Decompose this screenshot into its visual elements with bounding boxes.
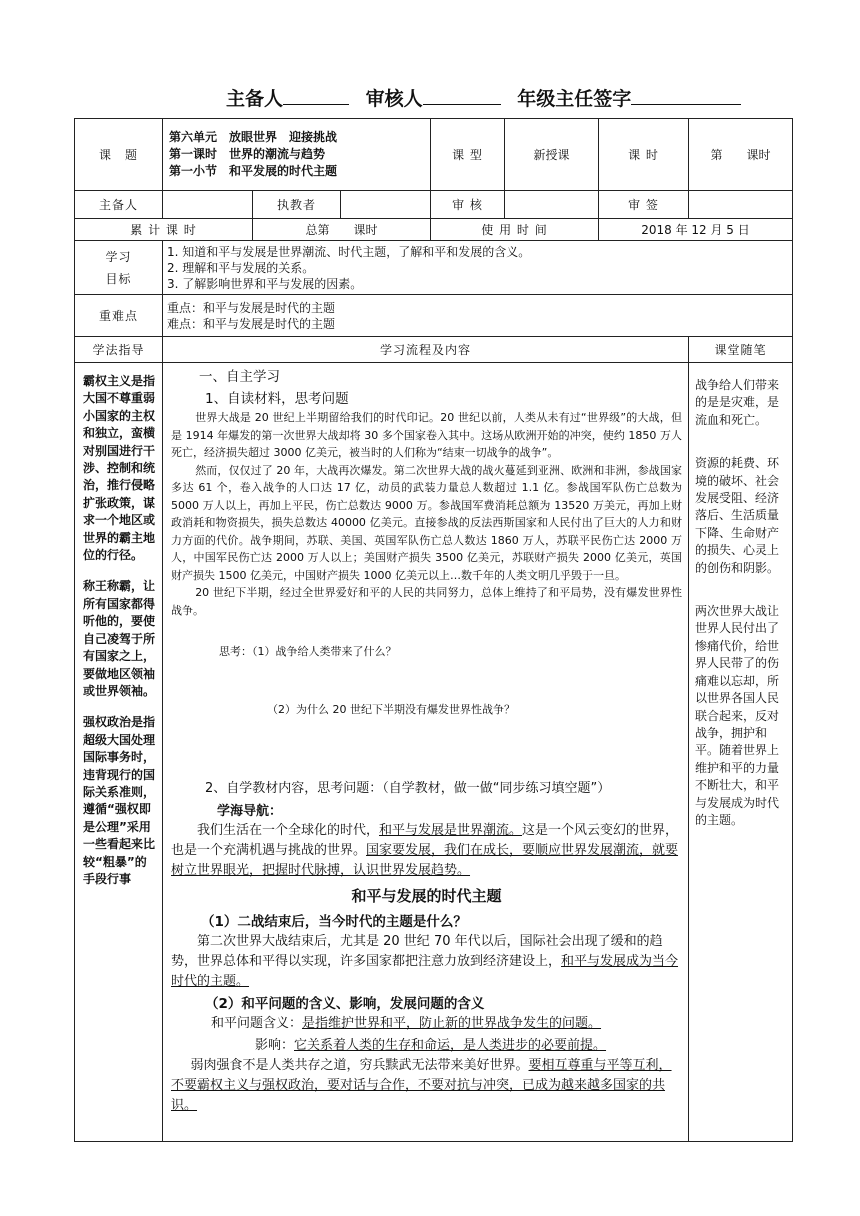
guide-text-c: 这是一个风云变幻的世界，也是一个充满机遇与挑战的世界。 [171, 823, 679, 858]
guide-column-header: 学法指导 [75, 337, 163, 363]
preparer-cell[interactable] [163, 191, 253, 219]
reviewer-blank[interactable] [423, 86, 501, 105]
reading-paragraph-2: 然而，仅仅过了 20 年，大战再次爆发。第二次世界大战的战火蔓延到亚洲、欧洲和非洲，参战国家多达 61 个，卷入战争的人口达 17 亿，动员的武装力量总人数超过 1.1 亿。参战国军队伤亡总数为 5000 万人以上，再加上平民，伤亡总数达 9000 万。参战国军费消耗总额为 13520 万美元，再加上财政消耗和物资损失，损失总数达 40000 亿美元。直接参战的反法西斯国家和人民付出了巨大的人力和财力方面的代价。战争期间，苏联、美国、英国军队伤亡总人数达 1860 万人，苏联平民伤亡达 2000 万人，中国军民伤亡达 2000 万人以上；美国财产损失 3500 亿美元，苏联财产损失 2000 亿美元，英国财产损失 1500 亿美元，中国财产损失 1000 亿美元以上…数千年的人类文明几乎毁于一旦。 [171, 463, 682, 582]
consensus-paragraph [171, 1056, 682, 1116]
cumulative-label: 累 计 课 时 [75, 219, 253, 241]
question-2: （2）为什么 20 世纪下半期没有爆发世界性战争？ [267, 703, 515, 716]
key-point: 重点：和平与发展是时代的主题 [167, 300, 336, 315]
note-theme: 两次世界大战让世界人民付出了惨痛代价，给世界人民带了的伤痛难以忘却，所以世界各国人民联合起来，反对战争，拥护和平。随着世界上维护和平的力量不断壮大，和平与发展成为时代的主题。 [695, 604, 780, 827]
preparer-blank[interactable] [283, 86, 349, 105]
guide-text-b: 和平与发展是世界潮流。 [379, 823, 523, 838]
review-label: 审 核 [431, 191, 505, 219]
dominance-note: 称王称霸，让所有国家都得听他的，要使自己凌驾于所有国家之上，要做地区领袖或世界领袖。 [83, 579, 156, 698]
preparer-cell-label: 主备人 [75, 191, 163, 219]
type-value: 新授课 [505, 119, 599, 191]
theme-paragraph [171, 932, 682, 992]
meaning-text: 是指维护世界和平，防止新的世界战争发生的问题。 [302, 1016, 602, 1031]
goal-item: 1. 知道和平与发展是世界潮流、时代主题，了解和平和发展的含义。 [167, 244, 531, 259]
meaning-line [211, 1014, 682, 1034]
consensus-answer: 要相互尊重与平等互利，不要霸权主义与强权政治，要对话与合作，不要对抗与冲突，已成为越来越多国家的共识。 [171, 1058, 672, 1113]
class-notes [689, 363, 793, 1142]
review-cell[interactable] [505, 191, 599, 219]
course-unit: 第六单元 放眼世界 迎接挑战 [169, 130, 338, 144]
goals-list [163, 241, 793, 295]
type-label: 课 型 [431, 119, 505, 191]
guide-heading: 学海导航： [217, 804, 283, 819]
guide-notes [75, 363, 163, 1142]
impact-label: 影响： [255, 1038, 295, 1053]
goal-item: 3. 了解影响世界和平与发展的因素。 [167, 276, 363, 291]
meaning-label: 和平问题含义： [211, 1016, 303, 1031]
hours-value: 第 课时 [689, 119, 793, 191]
teacher-cell[interactable] [341, 191, 431, 219]
goal-item: 2. 理解和平与发展的关系。 [167, 260, 315, 275]
step2-heading: 2、自学教材内容，思考问题：（自学教材，做一做“同步练习填空题”） [205, 781, 611, 796]
power-politics-note: 强权政治是指超级大国处理国际事务时，违背现行的国际关系准则，遵循“强权即是公理”采用一些看起来比较“粗暴”的手段行事 [83, 715, 156, 886]
lesson-plan-table [74, 118, 793, 1142]
guide-text-a: 我们生活在一个全球化的时代， [197, 823, 380, 838]
theme-answer: 和平与发展成为当今时代的主题。 [171, 954, 679, 989]
director-blank[interactable] [631, 86, 741, 105]
subheading-2: （2）和平问题的含义、影响，发展问题的含义 [205, 996, 485, 1012]
impact-text: 它关系着人类的生存和命运，是人类进步的必要前提。 [294, 1038, 607, 1053]
guide-paragraph [171, 821, 682, 881]
reviewer-label: 审核人 [365, 88, 423, 110]
subheading-1: （1）二战结束后，当今时代的主题是什么？ [201, 914, 467, 930]
lesson-content [163, 363, 689, 1142]
notes-column-header: 课堂随笔 [689, 337, 793, 363]
course-lesson: 第一课时 世界的潮流与趋势 [169, 147, 326, 161]
goals-label: 学习 目标 [75, 241, 163, 295]
hegemony-note: 霸权主义是指大国不尊重弱小国家的主权和独立，蛮横对别国进行干涉、控制和统治，推行侵略扩张政策，谋求一个地区或世界的霸主地位的行径。 [83, 374, 156, 563]
course-title [163, 119, 431, 191]
step1-heading: 1、自读材料，思考问题 [205, 391, 349, 407]
question-1: 思考：（1）战争给人类带来了什么？ [219, 645, 397, 658]
use-time-label: 使 用 时 间 [431, 219, 599, 241]
content-title: 和平与发展的时代主题 [351, 887, 502, 905]
keypoints-label: 重难点 [75, 295, 163, 337]
process-column-header: 学习流程及内容 [163, 337, 689, 363]
course-section: 第一小节 和平发展的时代主题 [169, 164, 338, 178]
theme-text: 第二次世界大战结束后，尤其是 20 世纪 70 年代以后，国际社会出现了缓和的趋势，世界总体和平得以实现，许多国家都把注意力放到经济建设上， [171, 934, 663, 969]
consensus-text: 弱肉强食不是人类共存之道，穷兵黩武无法带来美好世界。 [190, 1058, 529, 1073]
guide-text-d: 国家要发展，我们在成长，要顺应世界发展潮流，就要树立世界眼光，把握时代脉搏，认识世界发展趋势。 [171, 843, 679, 878]
signature-line [226, 84, 751, 111]
difficult-point: 难点：和平与发展是时代的主题 [167, 316, 336, 331]
sign-cell[interactable] [689, 191, 793, 219]
reading-paragraph-3: 20 世纪下半期，经过全世界爱好和平的人民的共同努力，总体上维持了和平局势，没有爆发世界性战争。 [171, 586, 682, 617]
teacher-label: 执教者 [253, 191, 341, 219]
use-date: 2018 年 12 月 5 日 [599, 219, 793, 241]
note-war: 战争给人们带来的是是灾难，是流血和死亡。 [695, 378, 780, 427]
section-heading: 一、自主学习 [199, 369, 280, 385]
note-losses: 资源的耗费、环境的破坏、社会发展受阻、经济落后、生活质量下降、生命财产的损失、心灵上的创伤和阴影。 [695, 456, 780, 575]
hours-label: 课 时 [599, 119, 689, 191]
sign-label: 审 签 [599, 191, 689, 219]
reading-paragraph-1: 世界大战是 20 世纪上半期留给我们的时代印记。20 世纪以前，人类从未有过“世界级”的大战，但是 1914 年爆发的第一次世界大战却将 30 多个国家卷入其中。这场从欧洲开始的冲突，使约 1850 万人死亡，经济损失超过 3000 亿美元，被当时的人们称为“结束一切战争的战争”。 [171, 411, 682, 459]
director-label: 年级主任签字 [517, 88, 632, 110]
total-hours: 总第 课时 [253, 219, 431, 241]
preparer-label: 主备人 [226, 88, 284, 110]
keypoints-cell [163, 295, 793, 337]
impact-line [255, 1036, 682, 1056]
topic-label: 课 题 [75, 119, 163, 191]
